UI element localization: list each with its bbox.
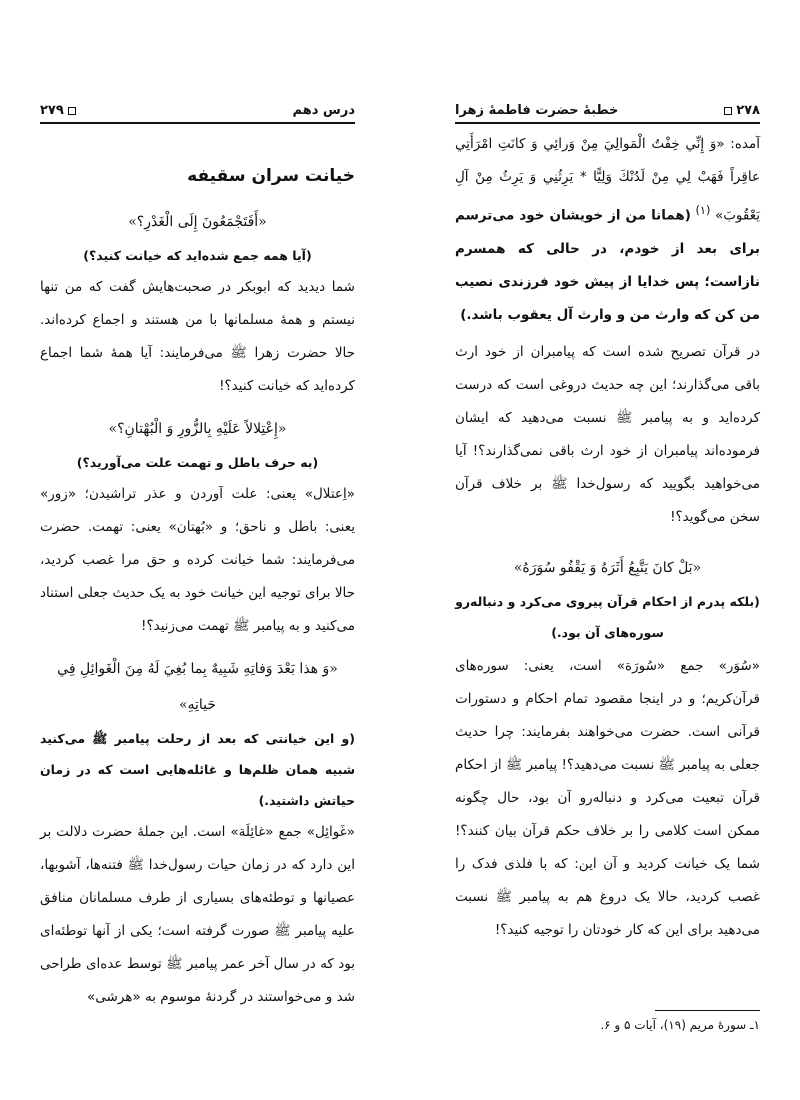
paragraph-1 [455, 128, 760, 332]
right-page [455, 0, 760, 1100]
translation-2: (به حرف باطل و تهمت علت می‌آورید؟) [76, 455, 319, 470]
running-head [40, 94, 355, 118]
header-rule [455, 122, 760, 124]
section-title: خیانت سران سقیفه [187, 166, 355, 186]
paragraph-2: در قرآن تصریح شده است که پیامبران از خود ارث باقی می‌گذارند؛ این چه حدیث دروغی است که درست کرده‌اید و به پیامبر ﷺ نسبت می‌دهید که ایشان فرموده‌اند پیامبران از خود ارث باقی نمی‌گذارند؟! آیا می‌خواهید بگویید که رسول‌خدا ﷺ بر خلاف قرآن سخن می‌گوید؟! [455, 343, 760, 525]
quote-1: «أَفَتَجْمَعُونَ إِلَى الْغَدْرِ؟» [128, 214, 267, 230]
quote: «بَلْ كانَ يَتَّبِعُ أَثَرَهُ وَ يَقْفُو سُوَرَهُ» [513, 559, 702, 576]
page-number-text: ۲۷۸ [736, 103, 760, 118]
quote-translation: (همانا من از خویشان خود می‌ترسم برای بعد از خودم، در حالی که همسرم نازاست؛ پس خدایا از پیش خود فرزندی نصیب من کن که وارث من و وارث آل یعقوب باشد.) [455, 207, 760, 323]
page-number [40, 103, 76, 118]
page-number [724, 103, 760, 118]
page-body [40, 128, 355, 1014]
quote-3: «وَ هذا بَعْدَ وَفاتِهِ شَبِيهٌ بِما بُغِيَ لَهُ مِنَ الْغَوائِلِ فِي حَياتِهِ» [57, 661, 338, 713]
footnote: ۱ـ سورهٔ مریم (۱۹)، آیات ۵ و ۶. [600, 1018, 760, 1032]
paragraph-3: «غَوائِل» جمع «غائِلَة» است. این جملهٔ حضرت دلالت بر این دارد که در زمان حیات رسول‌خدا ﷺ فتنه‌ها، آشوبها، عصیانها و توطئه‌های بسیاری از طرف مسلمانان منافق علیه پیامبر ﷺ صورت گرفته است؛ یکی از آنها توطئه‌ای بود که در سال آخر عمر پیامبر ﷺ توسط عده‌ای طراحی شد و می‌خواستند در گردنهٔ موسوم به «هرشی» [40, 824, 355, 1005]
header-title: درس دهم [292, 103, 355, 118]
quran-quote: آمده: «وَ إِنِّي خِفْتُ الْمَوالِيَ مِنْ وَرائِي وَ كانَتِ امْرَأَتِي عاقِراً فَهَبْ لِي مِنْ لَدُنْكَ وَلِيًّا * يَرِثُنِي وَ يَرِثُ مِنْ آلِ يَعْقُوبَ» [455, 136, 760, 224]
running-head [455, 94, 760, 118]
page-body [455, 128, 760, 947]
quote-2: «إِعْتِلالاً عَلَيْهِ بِالزُّورِ وَ الْبُهْتانِ؟» [108, 421, 287, 437]
quote-translation: (بلکه پدرم از احکام قرآن پیروی می‌کرد و دنباله‌رو سوره‌های آن بود.) [455, 593, 760, 640]
page-number-text: ۲۷۹ [40, 103, 64, 118]
footnote-ref: (۱) [695, 204, 711, 217]
translation-3: (و این خیانتی که بعد از رحلت پیامبر ﷺ می‌کنید شبیه همان ظلم‌ها و غائله‌هایی است که در زمان حیاتش داشتید.) [40, 731, 355, 808]
left-page [40, 0, 355, 1100]
square-icon [724, 107, 732, 115]
paragraph-1: شما دیدید که ابوبکر در صحبت‌هایش گفت که من تنها نیستم و همهٔ مسلمانها با من هستند و اجماع کرده‌اند. حالا حضرت زهرا ﷺ می‌فرمایند: آیا همهٔ شما اجماع کرده‌اید که خیانت کنید؟! [40, 279, 355, 394]
square-icon [68, 107, 76, 115]
header-rule [40, 122, 355, 124]
header-title: خطبهٔ حضرت فاطمهٔ زهرا [455, 103, 619, 118]
paragraph-3: «سُوَر» جمع «سُورَة» است، یعنی: سوره‌های قرآن‌کریم؛ و در اینجا مقصود تمام احکام و دستورات قرآنی است. حضرت می‌خواهند بفرمایند: چرا حدیث جعلی به پیامبر ﷺ نسبت می‌دهید؟! پیامبر ﷺ از احکام قرآن تبعیت می‌کرد و دنباله‌رو آن بود، حال چگونه ممکن است کلامی را بر خلاف حکم قرآن بیان کنند؟! شما یک خیانت کردید و آن این: که با فلذی فدک را غصب کردید، حالا یک دروغ هم به پیامبر ﷺ نسبت می‌دهید برای این که کار خودتان را توجیه کنید؟! [455, 657, 760, 938]
paragraph-2: «اِعتلال» یعنی: علت آوردن و عذر تراشیدن؛ «زور» یعنی: باطل و ناحق؛ و «بُهتان» یعنی: تهمت. حضرت می‌فرمایند: شما خیانت کرده و حق مرا غصب کردید، حالا برای توجیه این خیانت خود به یک حدیث جعلی استناد می‌کنید و به پیامبر ﷺ تهمت می‌زنید؟! [40, 486, 355, 634]
footnote-rule [655, 1010, 760, 1011]
translation-1: (آیا همه جمع شده‌اید که خیانت کنید؟) [83, 248, 312, 263]
